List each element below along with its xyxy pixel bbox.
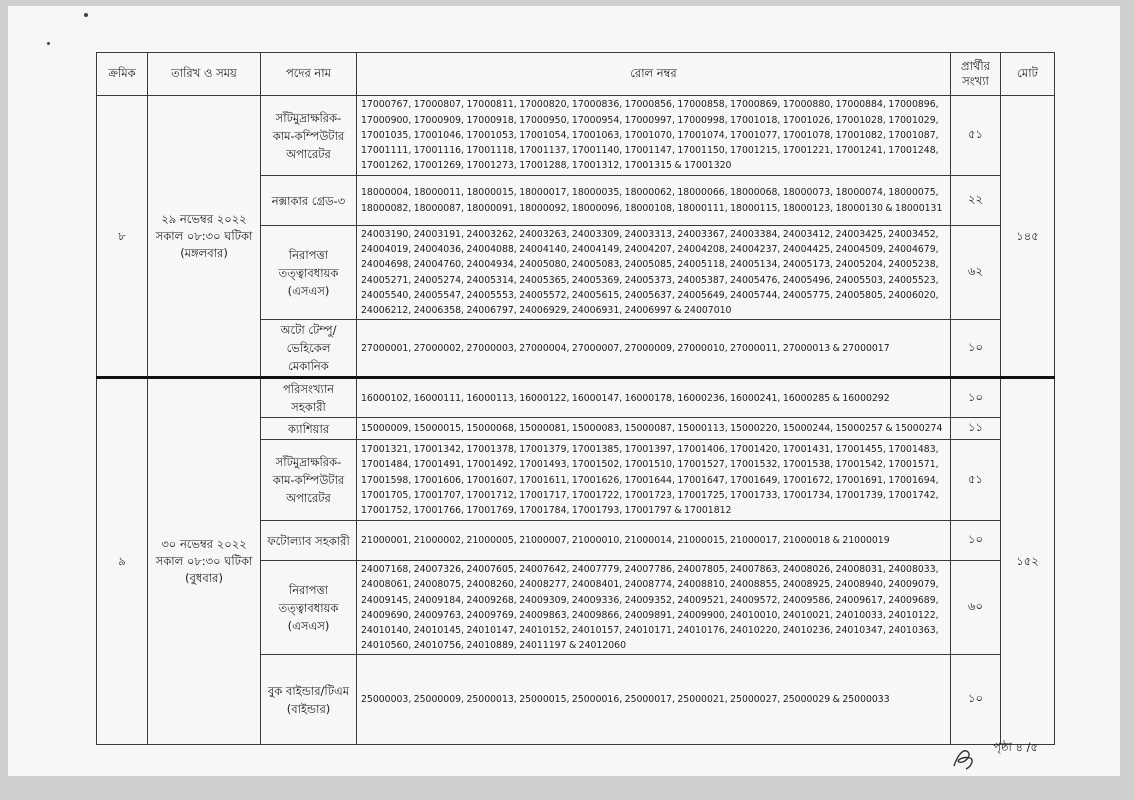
header-date-time: তারিখ ও সময়	[148, 53, 261, 96]
candidate-count: ১০	[951, 521, 1001, 561]
header-candidates: প্রার্থীর সংখ্যা	[951, 53, 1001, 96]
post-name: অটো টেম্পু/ভেহিকেল মেকানিক	[261, 320, 357, 378]
header-total: মোট	[1001, 53, 1055, 96]
serial-cell: ৯	[97, 378, 148, 745]
scan-speck	[47, 42, 50, 45]
roll-numbers: 25000003, 25000009, 25000013, 25000015, 25000016, 25000017, 25000021, 25000027, 25000029 & 25000033	[357, 655, 951, 745]
post-name: নক্সাকার গ্রেড-৩	[261, 176, 357, 226]
roll-numbers: 17000767, 17000807, 17000811, 17000820, 17000836, 17000856, 17000858, 17000869, 17000880, 17000884, 17000896, 17000900, 17000909, 17000918, 17000950, 17000954, 17000997, 17000998, 17001018, 17001026, 17001028, 17001029, 17001035, 17001046, 17001053, 17001054, 17001063, 17001070, 17001074, 17001077, 17001078, 17001082, 17001087, 17001111, 17001116, 17001118, 17001137, 17001140, 17001147, 17001150, 17001215, 17001221, 17001241, 17001248, 17001262, 17001269, 17001273, 17001288, 17001312, 17001315 & 17001320	[357, 96, 951, 176]
post-name: ক্যাশিয়ার	[261, 418, 357, 440]
candidate-count: ৬০	[951, 561, 1001, 655]
candidate-count: ৫১	[951, 440, 1001, 521]
table-row	[97, 96, 1055, 176]
candidate-count: ১১	[951, 418, 1001, 440]
roll-number-table	[96, 52, 1055, 745]
date-time-cell	[148, 378, 261, 745]
candidate-count: ২২	[951, 176, 1001, 226]
exam-day: (মঙ্গলবার)	[180, 245, 228, 260]
serial-cell: ৮	[97, 96, 148, 378]
candidate-count: ৫১	[951, 96, 1001, 176]
date-time-cell	[148, 96, 261, 378]
header-serial: ক্রমিক	[97, 53, 148, 96]
post-name: সাঁটমুদ্রাক্ষরিক-কাম-কম্পিউটার অপারেটর	[261, 96, 357, 176]
post-name: বুক বাইন্ডার/টিএম (বাইন্ডার)	[261, 655, 357, 745]
signature-mark	[950, 744, 976, 772]
roll-numbers: 24003190, 24003191, 24003262, 24003263, 24003309, 24003313, 24003367, 24003384, 24003412, 24003425, 24003452, 24004019, 24004036, 24004088, 24004140, 24004149, 24004207, 24004208, 24004237, 24004425, 24004509, 24004679, 24004698, 24004760, 24004934, 24005080, 24005083, 24005085, 24005118, 24005134, 24005173, 24005204, 24005238, 24005271, 24005274, 24005314, 24005365, 24005369, 24005373, 24005387, 24005476, 24005496, 24005503, 24005523, 24005540, 24005547, 24005553, 24005572, 24005615, 24005637, 24005649, 24005744, 24005775, 24005805, 24006020, 24006212, 24006358, 24006797, 24006929, 24006931, 24006997 & 24007010	[357, 226, 951, 320]
post-name: ফটোল্যাব সহকারী	[261, 521, 357, 561]
roll-numbers: 17001321, 17001342, 17001378, 17001379, 17001385, 17001397, 17001406, 17001420, 17001431, 17001455, 17001483, 17001484, 17001491, 17001492, 17001493, 17001502, 17001510, 17001527, 17001532, 17001538, 17001542, 17001571, 17001598, 17001606, 17001607, 17001611, 17001626, 17001644, 17001647, 17001649, 17001672, 17001691, 17001694, 17001705, 17001707, 17001712, 17001717, 17001722, 17001723, 17001725, 17001733, 17001734, 17001739, 17001742, 17001752, 17001766, 17001769, 17001784, 17001793, 17001797 & 17001812	[357, 440, 951, 521]
roll-numbers: 27000001, 27000002, 27000003, 27000004, 27000007, 27000009, 27000010, 27000011, 27000013 & 27000017	[357, 320, 951, 378]
candidate-count: ৬২	[951, 226, 1001, 320]
exam-time: সকাল ০৮:৩০ ঘটিকা	[155, 554, 253, 569]
candidate-count: ১০	[951, 655, 1001, 745]
exam-day: (বুধবার)	[185, 571, 223, 586]
roll-numbers: 21000001, 21000002, 21000005, 21000007, 21000010, 21000014, 21000015, 21000017, 21000018 & 21000019	[357, 521, 951, 561]
table-row	[97, 378, 1055, 418]
group-total: ১৫২	[1001, 378, 1055, 745]
group-total: ১৪৫	[1001, 96, 1055, 378]
post-name: সাঁটমুদ্রাক্ষরিক-কাম-কম্পিউটার অপারেটর	[261, 440, 357, 521]
post-name: পরিসংখ্যান সহকারী	[261, 378, 357, 418]
header-row	[97, 53, 1055, 96]
candidate-count: ১০	[951, 378, 1001, 418]
exam-time: সকাল ০৮:৩০ ঘটিকা	[155, 228, 253, 243]
scan-speck	[84, 13, 88, 17]
exam-date: ২৯ নভেম্বর ২০২২	[161, 211, 247, 226]
candidate-count: ১০	[951, 320, 1001, 378]
roll-numbers: 18000004, 18000011, 18000015, 18000017, 18000035, 18000062, 18000066, 18000068, 18000073, 18000074, 18000075, 18000082, 18000087, 18000091, 18000092, 18000096, 18000108, 18000111, 18000115, 18000123, 18000130 & 18000131	[357, 176, 951, 226]
roll-numbers: 15000009, 15000015, 15000068, 15000081, 15000083, 15000087, 15000113, 15000220, 15000244, 15000257 & 15000274	[357, 418, 951, 440]
roll-numbers: 16000102, 16000111, 16000113, 16000122, 16000147, 16000178, 16000236, 16000241, 16000285 & 16000292	[357, 378, 951, 418]
post-name: নিরাপত্তা তত্ত্বাবধায়ক (এসএস)	[261, 561, 357, 655]
header-roll: রোল নম্বর	[357, 53, 951, 96]
roll-numbers: 24007168, 24007326, 24007605, 24007642, 24007779, 24007786, 24007805, 24007863, 24008026, 24008031, 24008033, 24008061, 24008075, 24008260, 24008277, 24008401, 24008774, 24008810, 24008855, 24008925, 24008940, 24009079, 24009145, 24009184, 24009268, 24009309, 24009336, 24009352, 24009521, 24009572, 24009586, 24009617, 24009689, 24009690, 24009763, 24009769, 24009863, 24009866, 24009891, 24009900, 24010010, 24010021, 24010033, 24010122, 24010140, 24010145, 24010147, 24010152, 24010157, 24010171, 24010176, 24010220, 24010236, 24010347, 24010363, 24010560, 24010756, 24010889, 24011197 & 24012060	[357, 561, 951, 655]
page-number: পৃষ্ঠা ৪ /৫	[993, 740, 1038, 754]
post-name: নিরাপত্তা তত্ত্বাবধায়ক (এসএস)	[261, 226, 357, 320]
exam-date: ৩০ নভেম্বর ২০২২	[161, 537, 247, 552]
header-post: পদের নাম	[261, 53, 357, 96]
